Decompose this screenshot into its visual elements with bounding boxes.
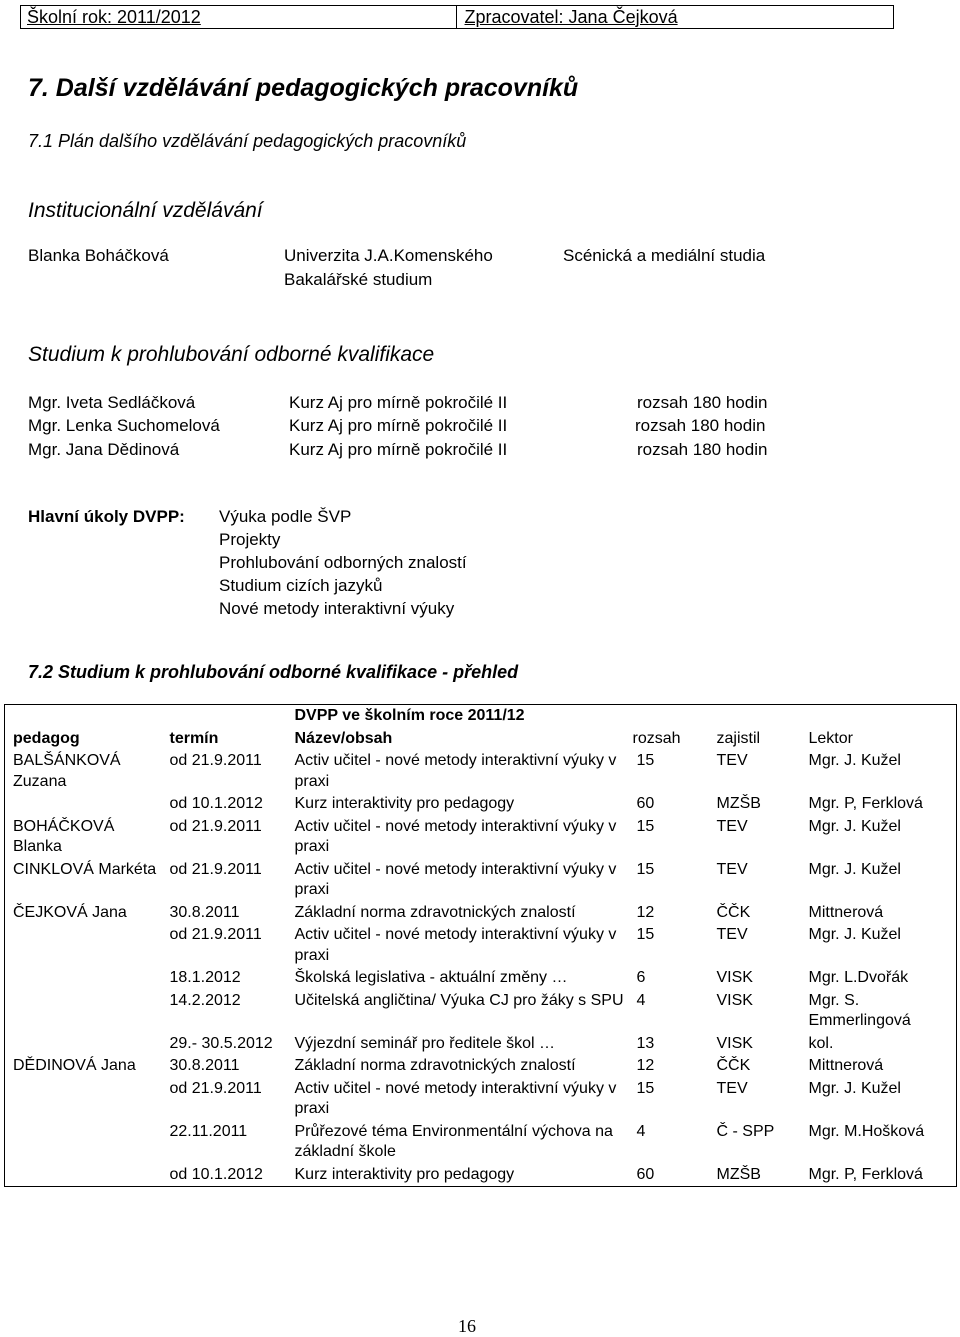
- cell-zajistil: TEV: [716, 926, 748, 943]
- cell-nazev: Výjezdní seminář pro ředitele škol …: [294, 1034, 556, 1052]
- section-7-1-heading: 7.1 Plán dalšího vzdělávání pedagogických pracovníků: [28, 131, 467, 151]
- cell-pedagog: [5, 1033, 162, 1056]
- table-row: [5, 902, 957, 925]
- main-task-item: Studium cizích jazyků: [219, 576, 383, 595]
- cell-termin: 22.11.2011: [169, 1122, 248, 1140]
- header-lektor: Lektor: [808, 729, 853, 747]
- cell-termin: 14.2.2012: [169, 991, 241, 1009]
- deepening-person: Mgr. Lenka Suchomelová: [28, 416, 220, 435]
- cell-rozsah: 4: [636, 991, 646, 1009]
- cell-nazev: Activ učitel - nové metody interaktivní výuky v praxi: [294, 752, 617, 790]
- cell-rozsah: 6: [636, 969, 646, 986]
- deepening-course: Kurz Aj pro mírně pokročilé II: [289, 416, 508, 435]
- cell-lektor: Mgr. J. Kužel: [808, 926, 901, 943]
- cell-lektor: Mgr. J. Kužel: [808, 860, 901, 878]
- table-header-row: [5, 728, 957, 751]
- cell-nazev: Učitelská angličtina/ Výuka CJ pro žáky s SPU: [294, 991, 624, 1009]
- table-row: [5, 1121, 957, 1164]
- cell-nazev: Kurz interaktivity pro pedagogy: [294, 795, 515, 812]
- institutional-heading: Institucionální vzdělávání: [28, 199, 263, 222]
- cell-termin: od 10.1.2012: [169, 795, 263, 812]
- cell-pedagog: [5, 1164, 162, 1187]
- table-row: [5, 1033, 957, 1056]
- cell-zajistil: VISK: [716, 969, 753, 986]
- deepening-scope: rozsah 180 hodin: [635, 416, 766, 435]
- section-7-2-heading: 7.2 Studium k prohlubování odborné kvalifikace - přehled: [28, 662, 519, 682]
- main-task-item: Prohlubování odborných znalostí: [219, 553, 467, 572]
- cell-zajistil: VISK: [716, 991, 753, 1009]
- header-rozsah: rozsah: [632, 729, 681, 747]
- cell-nazev: Activ učitel - nové metody interaktivní výuky v praxi: [294, 1079, 617, 1117]
- cell-pedagog: BALŠÁNKOVÁ Zuzana: [13, 752, 121, 790]
- cell-zajistil: MZŠB: [716, 795, 761, 812]
- cell-zajistil: ČČK: [716, 1057, 751, 1074]
- page-title: 7. Další vzdělávání pedagogických pracovníků: [28, 74, 579, 102]
- cell-rozsah: 12: [636, 903, 655, 921]
- cell-zajistil: Č - SPP: [716, 1122, 775, 1140]
- cell-termin: 30.8.2011: [169, 903, 240, 921]
- deepening-heading: Studium k prohlubování odborné kvalifikace: [28, 343, 435, 366]
- cell-termin: od 21.9.2011: [169, 860, 262, 878]
- institutional-school: Univerzita J.A.Komenského: [284, 246, 493, 265]
- cell-termin: od 21.9.2011: [169, 926, 262, 943]
- header-nazev: Název/obsah: [294, 729, 393, 747]
- table-row: [5, 859, 957, 902]
- deepening-course: Kurz Aj pro mírně pokročilé II: [289, 393, 508, 412]
- cell-rozsah: 13: [636, 1034, 655, 1052]
- table-row: [5, 793, 957, 816]
- deepening-person: Mgr. Jana Dědinová: [28, 440, 180, 459]
- table-row: [5, 1055, 957, 1078]
- cell-nazev: Kurz interaktivity pro pedagogy: [294, 1165, 515, 1183]
- cell-lektor: Mgr. L.Dvořák: [808, 969, 909, 986]
- cell-termin: od 21.9.2011: [169, 817, 262, 835]
- table-row: [5, 1078, 957, 1121]
- table-row: [5, 924, 957, 967]
- cell-lektor: Mgr. M.Hošková: [808, 1122, 925, 1140]
- cell-rozsah: 15: [636, 860, 655, 878]
- cell-rozsah: 15: [636, 817, 655, 835]
- table-caption: DVPP ve školním roce 2011/12: [294, 707, 525, 724]
- deepening-scope: rozsah 180 hodin: [637, 440, 768, 459]
- cell-rozsah: 60: [636, 795, 655, 812]
- cell-lektor: Mgr. J. Kužel: [808, 817, 901, 835]
- cell-pedagog: CINKLOVÁ Markéta: [13, 860, 157, 878]
- cell-rozsah: 15: [636, 1079, 655, 1097]
- cell-termin: 29.- 30.5.2012: [169, 1034, 273, 1052]
- cell-nazev: Activ učitel - nové metody interaktivní výuky v praxi: [294, 860, 617, 898]
- main-task-item: Projekty: [219, 530, 281, 549]
- page-header: [20, 5, 894, 29]
- cell-termin: od 10.1.2012: [169, 1165, 263, 1183]
- cell-pedagog: [5, 793, 162, 816]
- header-pedagog: pedagog: [13, 729, 80, 747]
- cell-termin: od 21.9.2011: [169, 752, 262, 769]
- cell-nazev: Activ učitel - nové metody interaktivní výuky v praxi: [294, 817, 617, 855]
- institutional-name: Blanka Boháčková: [28, 246, 169, 265]
- page-number: 16: [458, 1316, 476, 1336]
- header-termin: termín: [169, 729, 219, 747]
- cell-zajistil: VISK: [716, 1034, 753, 1052]
- cell-lektor: Mittnerová: [808, 903, 884, 921]
- table-row: [5, 816, 957, 859]
- cell-zajistil: TEV: [716, 817, 748, 835]
- deepening-course: Kurz Aj pro mírně pokročilé II: [289, 440, 508, 459]
- cell-lektor: Mgr. P, Ferklová: [808, 1165, 923, 1183]
- cell-pedagog: BOHÁČKOVÁ Blanka: [13, 817, 115, 855]
- deepening-person: Mgr. Iveta Sedláčková: [28, 393, 196, 412]
- cell-zajistil: TEV: [716, 752, 748, 769]
- cell-rozsah: 15: [636, 926, 655, 943]
- cell-lektor: Mittnerová: [808, 1057, 884, 1074]
- cell-nazev: Activ učitel - nové metody interaktivní výuky v praxi: [294, 926, 617, 964]
- dvpp-table: [4, 704, 957, 1187]
- cell-rozsah: 4: [636, 1122, 646, 1140]
- cell-pedagog: [5, 1078, 162, 1121]
- cell-rozsah: 15: [636, 752, 655, 769]
- cell-nazev: Základní norma zdravotnických znalostí: [294, 1057, 576, 1074]
- cell-lektor: Mgr. S. Emmerlingová: [808, 991, 911, 1029]
- table-row: [5, 990, 957, 1033]
- institutional-field: Scénická a mediální studia: [563, 246, 766, 265]
- cell-pedagog: DĚDINOVÁ Jana: [13, 1057, 136, 1074]
- main-task-item: Nové metody interaktivní výuky: [219, 599, 455, 618]
- cell-nazev: Školská legislativa - aktuální změny …: [294, 969, 568, 986]
- cell-pedagog: [5, 967, 162, 990]
- cell-lektor: Mgr. J. Kužel: [808, 1079, 901, 1097]
- table-row: [5, 1164, 957, 1187]
- cell-zajistil: MZŠB: [716, 1165, 761, 1183]
- cell-pedagog: [5, 1121, 162, 1164]
- cell-rozsah: 12: [636, 1057, 655, 1074]
- cell-pedagog: [5, 924, 162, 967]
- cell-zajistil: TEV: [716, 860, 748, 878]
- main-tasks-label: Hlavní úkoly DVPP:: [28, 507, 185, 526]
- institutional-study-type: Bakalářské studium: [284, 270, 433, 289]
- school-year: Školní rok: 2011/2012: [27, 6, 201, 27]
- main-task-item: Výuka podle ŠVP: [219, 507, 352, 526]
- cell-lektor: Mgr. P, Ferklová: [808, 795, 923, 812]
- header-zajistil: zajistil: [716, 729, 761, 747]
- cell-nazev: Průřezové téma Environmentální výchova na základní škole: [294, 1122, 613, 1160]
- cell-nazev: Základní norma zdravotnických znalostí: [294, 903, 576, 921]
- table-row: [5, 750, 957, 793]
- cell-termin: 30.8.2011: [169, 1057, 240, 1074]
- cell-pedagog: [5, 990, 162, 1033]
- cell-pedagog: ČEJKOVÁ Jana: [13, 903, 127, 921]
- deepening-scope: rozsah 180 hodin: [637, 393, 768, 412]
- table-caption-row: [5, 705, 957, 728]
- cell-termin: 18.1.2012: [169, 969, 241, 986]
- cell-termin: od 21.9.2011: [169, 1079, 262, 1097]
- cell-lektor: kol.: [808, 1034, 834, 1052]
- author: Zpracovatel: Jana Čejková: [456, 6, 894, 28]
- cell-zajistil: ČČK: [716, 903, 751, 921]
- table-row: [5, 967, 957, 990]
- cell-lektor: Mgr. J. Kužel: [808, 752, 901, 769]
- cell-zajistil: TEV: [716, 1079, 748, 1097]
- cell-rozsah: 60: [636, 1165, 655, 1183]
